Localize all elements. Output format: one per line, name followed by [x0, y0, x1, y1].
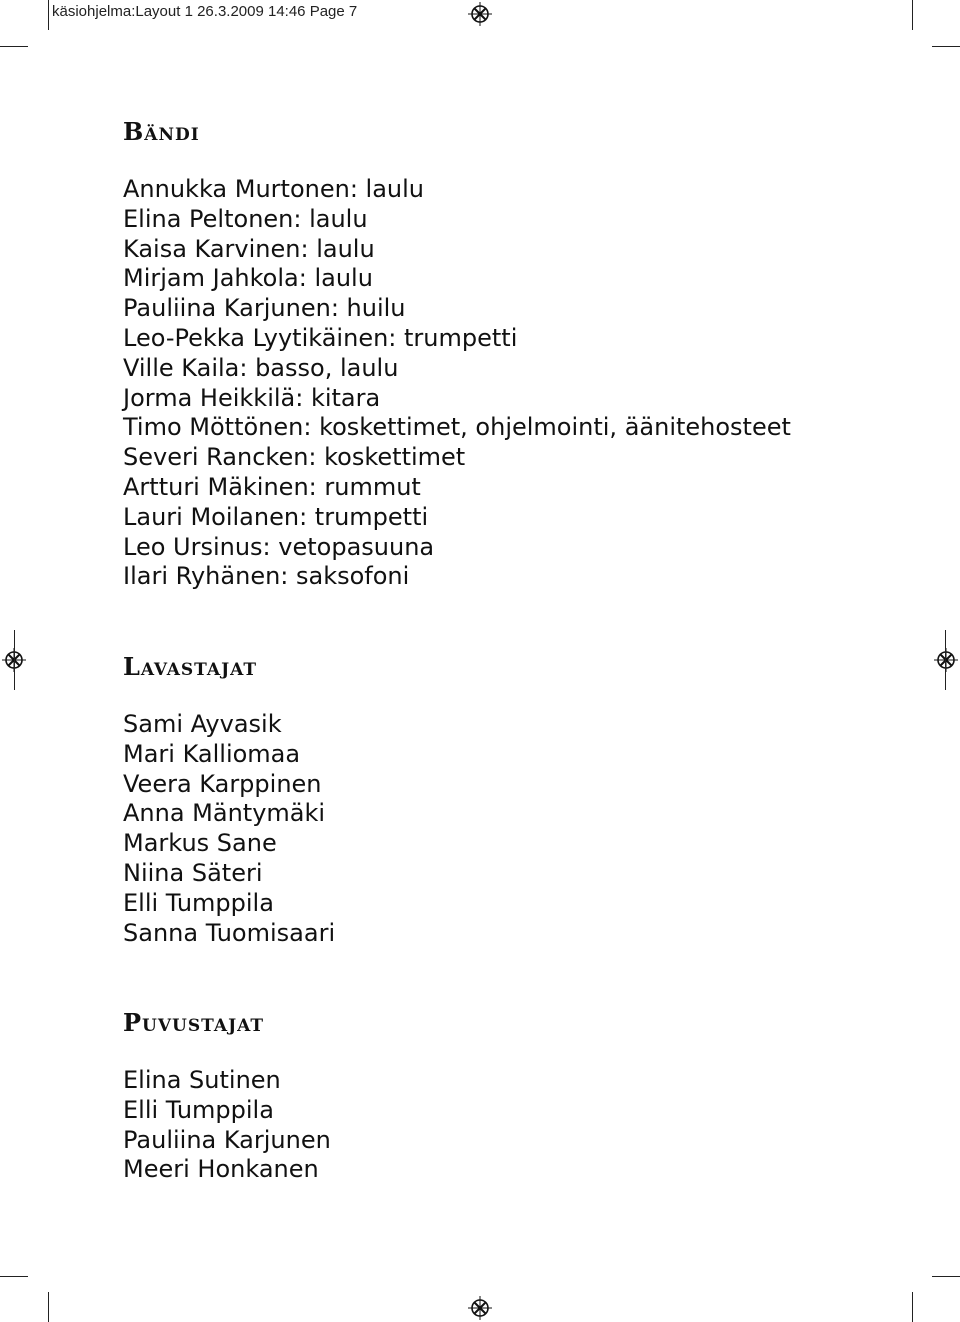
- crop-mark: [932, 46, 960, 47]
- crop-mark: [0, 46, 28, 47]
- list-item: Artturi Mäkinen: rummut: [123, 472, 421, 501]
- list-item: Markus Sane: [123, 829, 277, 858]
- list-item: Ilari Ryhänen: saksofoni: [123, 562, 410, 591]
- list-item: Elina Peltonen: laulu: [123, 204, 368, 233]
- list-item: Niina Säteri: [123, 858, 263, 887]
- member-list: [123, 710, 335, 948]
- section-puvustajat: [123, 1008, 331, 1185]
- list-item: Anna Mäntymäki: [123, 799, 326, 828]
- registration-mark-icon: [468, 2, 492, 26]
- list-item: Elli Tumppila: [123, 888, 274, 917]
- section-bandi: [123, 117, 791, 592]
- crop-mark: [912, 1292, 913, 1322]
- list-item: Severi Rancken: koskettimet: [123, 443, 466, 472]
- list-item: Timo Möttönen: koskettimet, ohjelmointi, äänitehosteet: [123, 413, 791, 442]
- list-item: Leo-Pekka Lyytikäinen: trumpetti: [123, 323, 518, 352]
- list-item: Leo Ursinus: vetopasuuna: [123, 532, 435, 561]
- list-item: Sami Ayvasik: [123, 710, 282, 738]
- crop-mark: [945, 630, 946, 690]
- crop-mark: [48, 0, 49, 30]
- crop-mark: [14, 630, 15, 690]
- section-heading: PUVUSTAJAT: [123, 1008, 265, 1037]
- crop-mark: [48, 1292, 49, 1322]
- list-item: Elli Tumppila: [123, 1095, 274, 1124]
- member-list: [123, 1066, 331, 1185]
- list-item: Lauri Moilanen: trumpetti: [123, 502, 429, 531]
- list-item: Veera Karppinen: [123, 769, 322, 798]
- list-item: Meeri Honkanen: [123, 1155, 319, 1184]
- section-heading: LAVASTAJAT: [123, 652, 258, 681]
- registration-mark-icon: [934, 648, 958, 672]
- section-lavastajat: [123, 652, 335, 948]
- list-item: Pauliina Karjunen: [123, 1125, 331, 1154]
- crop-mark: [932, 1276, 960, 1277]
- print-slug: käsiohjelma:Layout 1 26.3.2009 14:46 Page 7: [52, 3, 358, 20]
- list-item: Elina Sutinen: [123, 1066, 281, 1094]
- list-item: Kaisa Karvinen: laulu: [123, 234, 375, 263]
- list-item: Sanna Tuomisaari: [123, 918, 336, 947]
- list-item: Mirjam Jahkola: laulu: [123, 264, 373, 293]
- crop-mark: [0, 1276, 28, 1277]
- list-item: Annukka Murtonen: laulu: [123, 175, 425, 203]
- section-heading: BÄNDI: [123, 117, 200, 146]
- list-item: Mari Kalliomaa: [123, 739, 301, 768]
- crop-mark: [912, 0, 913, 30]
- list-item: Jorma Heikkilä: kitara: [123, 383, 381, 412]
- list-item: Ville Kaila: basso, laulu: [123, 353, 399, 382]
- list-item: Pauliina Karjunen: huilu: [123, 294, 406, 323]
- member-list: [123, 175, 791, 592]
- registration-mark-icon: [468, 1296, 492, 1320]
